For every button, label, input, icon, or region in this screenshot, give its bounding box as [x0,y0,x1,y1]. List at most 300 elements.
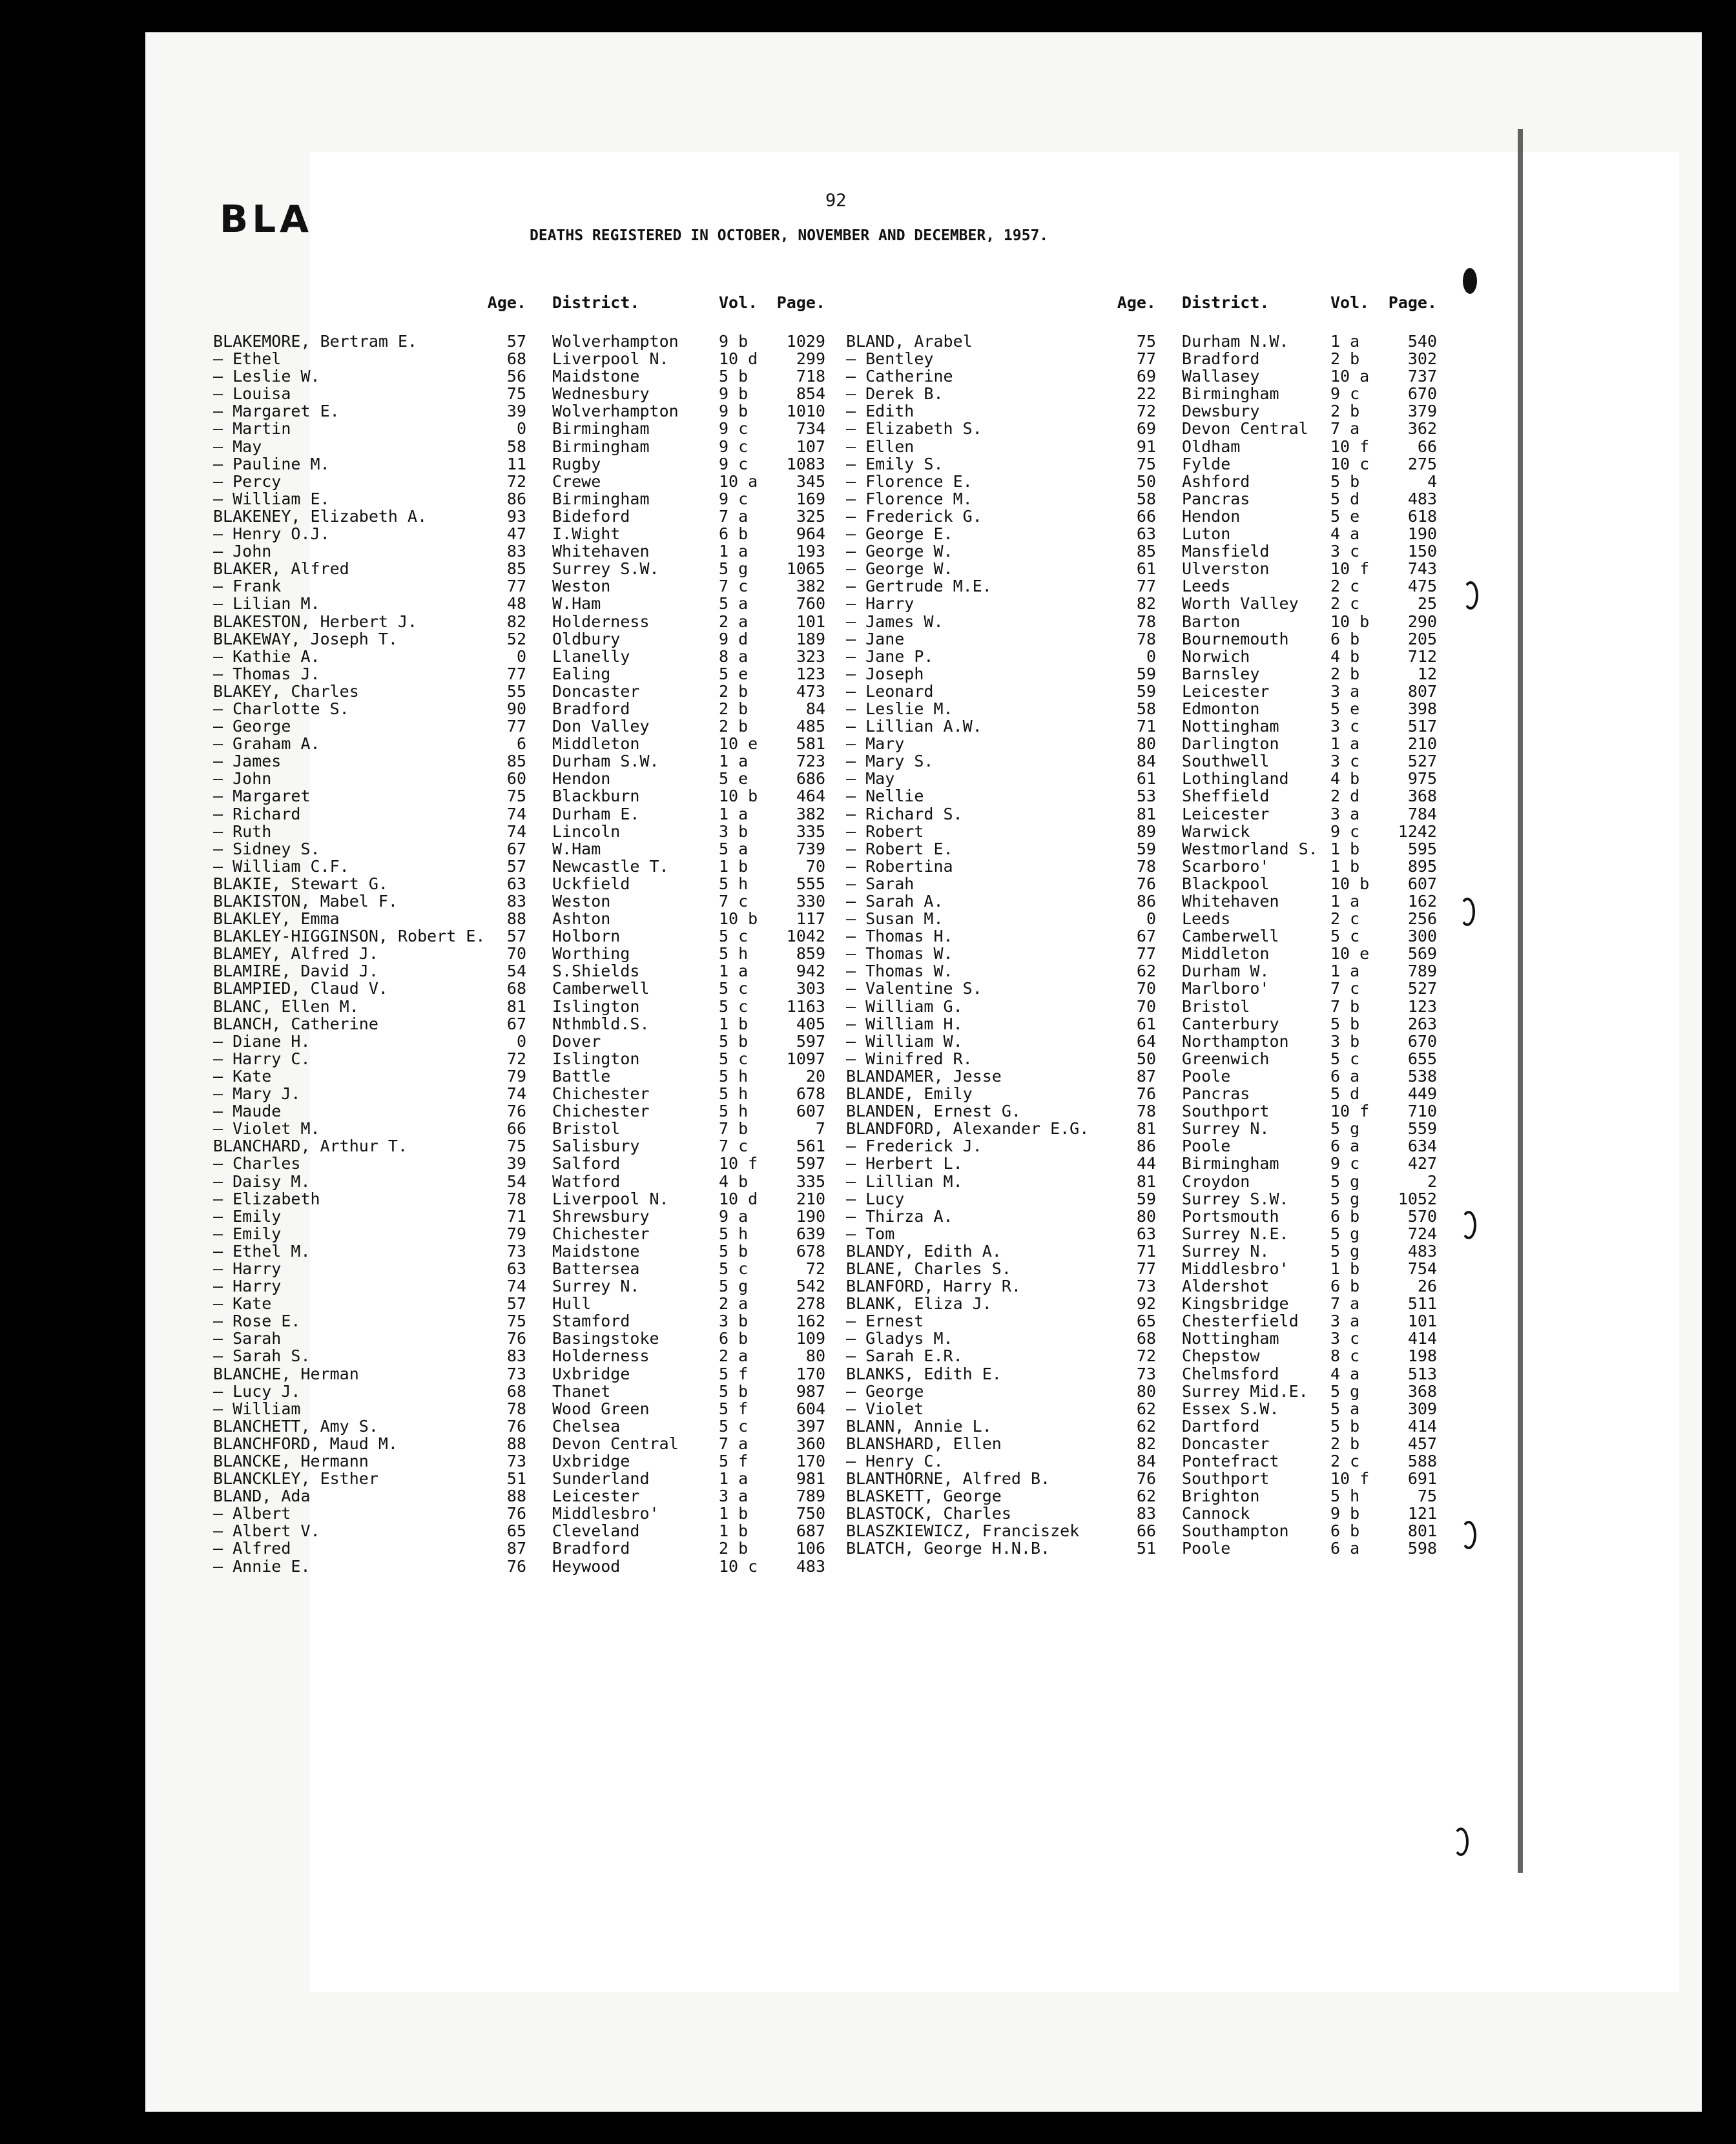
entry-name: BLANSHARD, Ellen [846,1434,1002,1453]
entry-vol: 1 b [719,856,749,876]
entry-name: BLANCHE, Herman [213,1364,359,1383]
entry-page: 718 [796,367,825,386]
entry-district: W.Ham [552,594,601,613]
entry-district: Newcastle T. [552,856,669,876]
entry-name: — Harry [846,594,914,613]
entry-district: Ashford [1182,471,1250,491]
entry-name: — Henry C. [846,1452,944,1470]
binder-hole-icon [1461,1521,1476,1549]
table-row [846,1487,1437,1505]
table-row [846,648,1437,665]
entry-age: 80 [1136,1206,1156,1226]
table-row [846,665,1437,683]
entry-district: Bristol [1182,996,1250,1016]
entry-age: 73 [1136,1364,1156,1383]
entry-name: BLANDY, Edith A. [846,1241,1002,1261]
entry-district: Durham N.W. [1182,332,1289,351]
table-row [846,333,1437,350]
entry-page: 123 [796,664,825,683]
entry-age: 77 [506,577,526,596]
entry-page: 150 [1407,542,1437,561]
entry-age: 80 [1136,1381,1156,1401]
entry-page: 588 [1407,1452,1437,1470]
table-row [846,1312,1437,1330]
entry-vol: 3 c [1330,542,1360,561]
entry-age: 63 [506,1259,526,1278]
entry-page: 360 [796,1434,825,1453]
entry-age: 11 [506,454,526,473]
entry-age: 73 [1136,1277,1156,1296]
table-row [846,805,1437,823]
entry-age: 71 [506,1206,526,1226]
entry-district: Devon Central [552,1434,679,1453]
entry-district: Oldbury [552,629,621,648]
entry-vol: 5 a [719,594,749,613]
table-row [846,1470,1437,1487]
table-row [846,910,1437,927]
entry-district: Thanet [552,1381,611,1401]
entry-name: — Florence E. [846,471,973,491]
entry-district: Islington [552,1049,640,1068]
entry-district: Middlesbro' [552,1504,659,1523]
entry-district: Dartford [1182,1416,1260,1436]
entry-district: Ealing [552,664,611,683]
table-row [846,1330,1437,1347]
entry-age: 39 [506,1154,526,1173]
entry-page: 109 [796,1329,825,1348]
entry-age: 86 [1136,892,1156,911]
entry-district: Liverpool N. [552,1189,669,1208]
entry-page: 540 [1407,332,1437,351]
entry-vol: 7 c [1330,979,1360,998]
entry-page: 1042 [786,927,825,946]
entry-age: 75 [506,1137,526,1156]
entry-page: 527 [1407,979,1437,998]
entry-age: 77 [506,717,526,736]
table-row [846,525,1437,542]
entry-age: 78 [1136,612,1156,631]
entry-name: — Elizabeth [213,1189,320,1208]
entry-age: 54 [506,962,526,981]
entry-age: 59 [1136,839,1156,858]
entry-age: 57 [506,332,526,351]
entry-page: 734 [796,419,825,438]
table-row [213,1102,825,1120]
entry-age: 67 [506,1014,526,1033]
entry-age: 75 [506,1312,526,1331]
entry-district: Fylde [1182,454,1231,473]
entry-page: 382 [796,577,825,596]
entry-page: 303 [796,979,825,998]
table-row [213,1242,825,1260]
entry-district: Watford [552,1171,621,1191]
entry-vol: 6 b [719,1329,749,1348]
entry-district: Liverpool N. [552,349,669,369]
table-row [846,1137,1437,1155]
entry-page: 193 [796,542,825,561]
entry-name: — Ellen [846,437,914,456]
entry-age: 62 [1136,962,1156,981]
entry-age: 69 [1136,419,1156,438]
table-row [846,700,1437,717]
entry-name: — Joseph [846,664,924,683]
entry-age: 88 [506,1434,526,1453]
table-row [846,542,1437,560]
entry-district: Islington [552,996,640,1016]
entry-vol: 6 b [719,524,749,544]
entry-age: 62 [1136,1487,1156,1506]
entry-name: BLANE, Charles S. [846,1259,1011,1278]
entry-age: 76 [1136,1084,1156,1104]
entry-district: Doncaster [552,681,640,701]
entry-name: — Daisy M. [213,1171,311,1191]
entry-page: 483 [1407,1241,1437,1261]
entry-district: Surrey Mid.E. [1182,1381,1308,1401]
entry-name: — Elizabeth S. [846,419,982,438]
entry-page: 1029 [786,332,825,351]
entry-vol: 2 b [719,717,749,736]
table-row [213,1050,825,1067]
header-page: Page. [1388,293,1437,312]
entry-age: 76 [1136,874,1156,893]
entry-district: Dover [552,1031,601,1051]
entry-district: Kingsbridge [1182,1294,1289,1314]
entry-page: 639 [796,1224,825,1243]
entry-name: BLAND, Arabel [846,332,973,351]
entry-age: 78 [506,1189,526,1208]
entry-district: Bideford [552,506,630,526]
entry-page: 595 [1407,839,1437,858]
table-row [213,385,825,402]
entry-vol: 10 a [719,471,758,491]
table-row [213,945,825,962]
entry-page: 330 [796,892,825,911]
table-row [213,1347,825,1365]
entry-district: Holborn [552,927,621,946]
entry-vol: 5 f [719,1452,749,1470]
entry-vol: 5 c [719,1049,749,1068]
entry-district: Edmonton [1182,699,1260,718]
entry-district: Surrey N.E. [1182,1224,1289,1243]
entry-vol: 1 b [1330,1259,1360,1278]
entry-district: Croydon [1182,1171,1250,1191]
entry-district: Surrey S.W. [1182,1189,1289,1208]
entry-district: Salford [552,1154,621,1173]
entry-vol: 1 a [719,1469,749,1489]
entry-vol: 9 c [719,437,749,456]
table-row [846,1347,1437,1365]
table-row [846,1365,1437,1383]
entry-district: Southport [1182,1469,1270,1489]
entry-vol: 10 f [719,1154,758,1173]
entry-page: 981 [796,1469,825,1489]
entry-vol: 2 b [1330,664,1360,683]
table-row [213,1120,825,1137]
entry-name: — Lilian M. [213,594,320,613]
entry-vol: 7 c [719,892,749,911]
entry-vol: 5 c [719,927,749,946]
entry-district: Surrey N. [1182,1241,1270,1261]
entry-age: 61 [1136,559,1156,579]
table-row [213,420,825,437]
entry-name: — George [846,1381,924,1401]
entry-age: 65 [506,1521,526,1541]
entry-age: 78 [1136,856,1156,876]
header-age: Age. [487,293,526,312]
entry-age: 79 [506,1224,526,1243]
entry-age: 47 [506,524,526,544]
entry-page: 485 [796,717,825,736]
entry-vol: 1 a [1330,962,1360,981]
entry-page: 275 [1407,454,1437,473]
entry-vol: 5 e [1330,699,1360,718]
entry-page: 678 [796,1084,825,1104]
entry-page: 405 [796,1014,825,1033]
table-row [846,1400,1437,1417]
entry-name: — Thomas W. [846,944,953,964]
entry-age: 60 [506,769,526,789]
entry-age: 75 [506,384,526,404]
entry-age: 74 [506,1277,526,1296]
entry-page: 670 [1407,384,1437,404]
entry-name: — Sarah E.R. [846,1346,963,1366]
entry-district: Portsmouth [1182,1206,1279,1226]
table-row [846,420,1437,437]
entry-name: — May [846,769,895,789]
header-name [846,294,1111,333]
entry-age: 81 [506,996,526,1016]
entry-page: 101 [1407,1312,1437,1331]
entry-name: — William H. [846,1014,963,1033]
entry-name: — James [213,752,282,771]
entry-name: BLANCKLEY, Esther [213,1469,378,1489]
table-row [846,1277,1437,1295]
table-row [213,648,825,665]
entry-name: — Harry [213,1277,282,1296]
entry-name: — Mary S. [846,752,934,771]
entry-name: BLASZKIEWICZ, Franciszek [846,1521,1080,1541]
entry-name: — Frederick G. [846,506,982,526]
table-row [213,508,825,525]
entry-page: 739 [796,839,825,858]
entry-age: 57 [506,856,526,876]
table-row [213,1365,825,1383]
entry-district: Devon Central [1182,419,1308,438]
entry-district: Durham W. [1182,962,1270,981]
entry-vol: 5 g [719,1277,749,1296]
table-row [846,1505,1437,1522]
entry-district: Essex S.W. [1182,1399,1279,1418]
entry-age: 64 [1136,1031,1156,1051]
entry-age: 62 [1136,1399,1156,1418]
entry-vol: 10 f [1330,1102,1370,1121]
entry-name: — Frank [213,577,282,596]
entry-page: 190 [796,1206,825,1226]
entry-page: 710 [1407,1102,1437,1121]
header-district: District. [552,293,640,312]
entry-name: — Charlotte S. [213,699,349,718]
entry-page: 12 [1417,664,1437,683]
entry-age: 65 [1136,1312,1156,1331]
entry-age: 87 [1136,1066,1156,1086]
entry-district: Aldershot [1182,1277,1270,1296]
entry-district: Wolverhampton [552,332,679,351]
entry-name: BLANCHFORD, Maud M. [213,1434,398,1453]
entry-page: 655 [1407,1049,1437,1068]
table-row [213,1522,825,1540]
table-row [846,683,1437,700]
entry-page: 25 [1417,594,1437,613]
entry-name: — Susan M. [846,909,944,929]
table-row [846,438,1437,455]
entry-page: 107 [796,437,825,456]
entry-name: — Robert E. [846,839,953,858]
entry-page: 345 [796,471,825,491]
entry-district: Barton [1182,612,1241,631]
entry-name: BLAMIRE, David J. [213,962,378,981]
entry-page: 473 [796,681,825,701]
table-row [846,1102,1437,1120]
entry-page: 483 [1407,489,1437,508]
entry-page: 987 [796,1381,825,1401]
entry-vol: 7 b [719,1119,749,1139]
entry-age: 55 [506,681,526,701]
entry-name: — Graham A. [213,734,320,754]
entry-district: Marlboro' [1182,979,1270,998]
entry-vol: 10 f [1330,437,1370,456]
entry-vol: 4 a [1330,524,1360,544]
entry-name: — Jane [846,629,905,648]
entry-district: Sunderland [552,1469,650,1489]
table-row [846,858,1437,875]
entry-district: Chelsea [552,1416,621,1436]
entry-page: 559 [1407,1119,1437,1139]
table-row [213,1137,825,1155]
entry-age: 83 [506,892,526,911]
entry-district: Poole [1182,1066,1231,1086]
entry-district: Whitehaven [1182,892,1279,911]
entry-district: Rugby [552,454,601,473]
entry-district: S.Shields [552,962,640,981]
entry-name: BLASKETT, George [846,1487,1002,1506]
table-row [213,455,825,473]
entry-vol: 5 b [719,1031,749,1051]
table-row [846,595,1437,612]
entry-name: — Nellie [846,787,924,806]
entry-name: — Charles [213,1154,301,1173]
entry-vol: 9 a [719,1206,749,1226]
entry-district: Warwick [1182,821,1250,841]
entry-district: Leeds [1182,909,1231,929]
entry-name: — Percy [213,471,282,491]
table-row [213,1173,825,1190]
entry-page: 256 [1407,909,1437,929]
entry-age: 59 [1136,664,1156,683]
entry-page: 379 [1407,402,1437,421]
entry-vol: 2 c [1330,594,1360,613]
entry-vol: 5 e [719,769,749,789]
table-row [846,1085,1437,1102]
entry-district: Cannock [1182,1504,1250,1523]
entry-page: 106 [796,1539,825,1558]
entries-right [846,333,1437,1558]
entry-vol: 3 c [1330,1329,1360,1348]
entry-age: 0 [516,1031,526,1051]
entry-vol: 3 b [1330,1031,1360,1051]
entry-vol: 2 b [1330,1434,1360,1453]
table-row [213,927,825,945]
table-row [213,350,825,367]
entry-age: 83 [1136,1504,1156,1523]
page-edge-shadow [1518,129,1523,1873]
entry-district: Holderness [552,1346,650,1366]
entry-vol: 7 a [719,506,749,526]
entry-name: — Ernest [846,1312,924,1331]
table-row [213,998,825,1015]
table-row [213,1277,825,1295]
entry-age: 71 [1136,717,1156,736]
entry-age: 50 [1136,1049,1156,1068]
entry-vol: 10 b [1330,874,1370,893]
table-row [846,490,1437,508]
table-row [213,823,825,840]
entry-vol: 2 a [719,1346,749,1366]
entry-age: 59 [1136,681,1156,701]
entry-age: 79 [506,1066,526,1086]
entry-name: — Emily [213,1206,282,1226]
entry-district: Chichester [552,1084,650,1104]
header-page: Page. [776,293,825,312]
table-row [846,1295,1437,1312]
entry-age: 85 [506,752,526,771]
entry-page: 678 [796,1241,825,1261]
entry-page: 1010 [786,402,825,421]
entry-district: W.Ham [552,839,601,858]
entry-vol: 5 e [1330,506,1360,526]
table-row [213,875,825,892]
column-headers-left [213,294,825,333]
entry-age: 74 [506,804,526,823]
table-row [213,1295,825,1312]
entry-district: Ulverston [1182,559,1270,579]
index-letters: BLA [220,197,313,241]
table-row [213,1067,825,1085]
table-row [213,438,825,455]
entry-vol: 9 c [1330,1154,1360,1173]
entry-name: — Florence M. [846,489,973,508]
entry-age: 61 [1136,769,1156,789]
entry-district: Durham S.W. [552,752,659,771]
entry-district: Bradford [552,1539,630,1558]
entry-name: — Henry O.J. [213,524,330,544]
entry-district: Chichester [552,1102,650,1121]
entry-name: BLANFORD, Harry R. [846,1277,1021,1296]
entry-page: 302 [1407,349,1437,369]
entry-district: Durham E. [552,804,640,823]
entry-name: — Thomas H. [846,927,953,946]
entry-age: 66 [1136,1521,1156,1541]
entry-name: BLAMEY, Alfred J. [213,944,378,964]
entry-district: Basingstoke [552,1329,659,1348]
entry-name: — William C.F. [213,856,349,876]
entry-age: 76 [506,1102,526,1121]
entry-page: 70 [805,856,825,876]
entry-page: 743 [1407,559,1437,579]
entry-page: 604 [796,1399,825,1418]
entry-age: 6 [516,734,526,754]
table-row [213,613,825,630]
entry-district: Birmingham [552,489,650,508]
